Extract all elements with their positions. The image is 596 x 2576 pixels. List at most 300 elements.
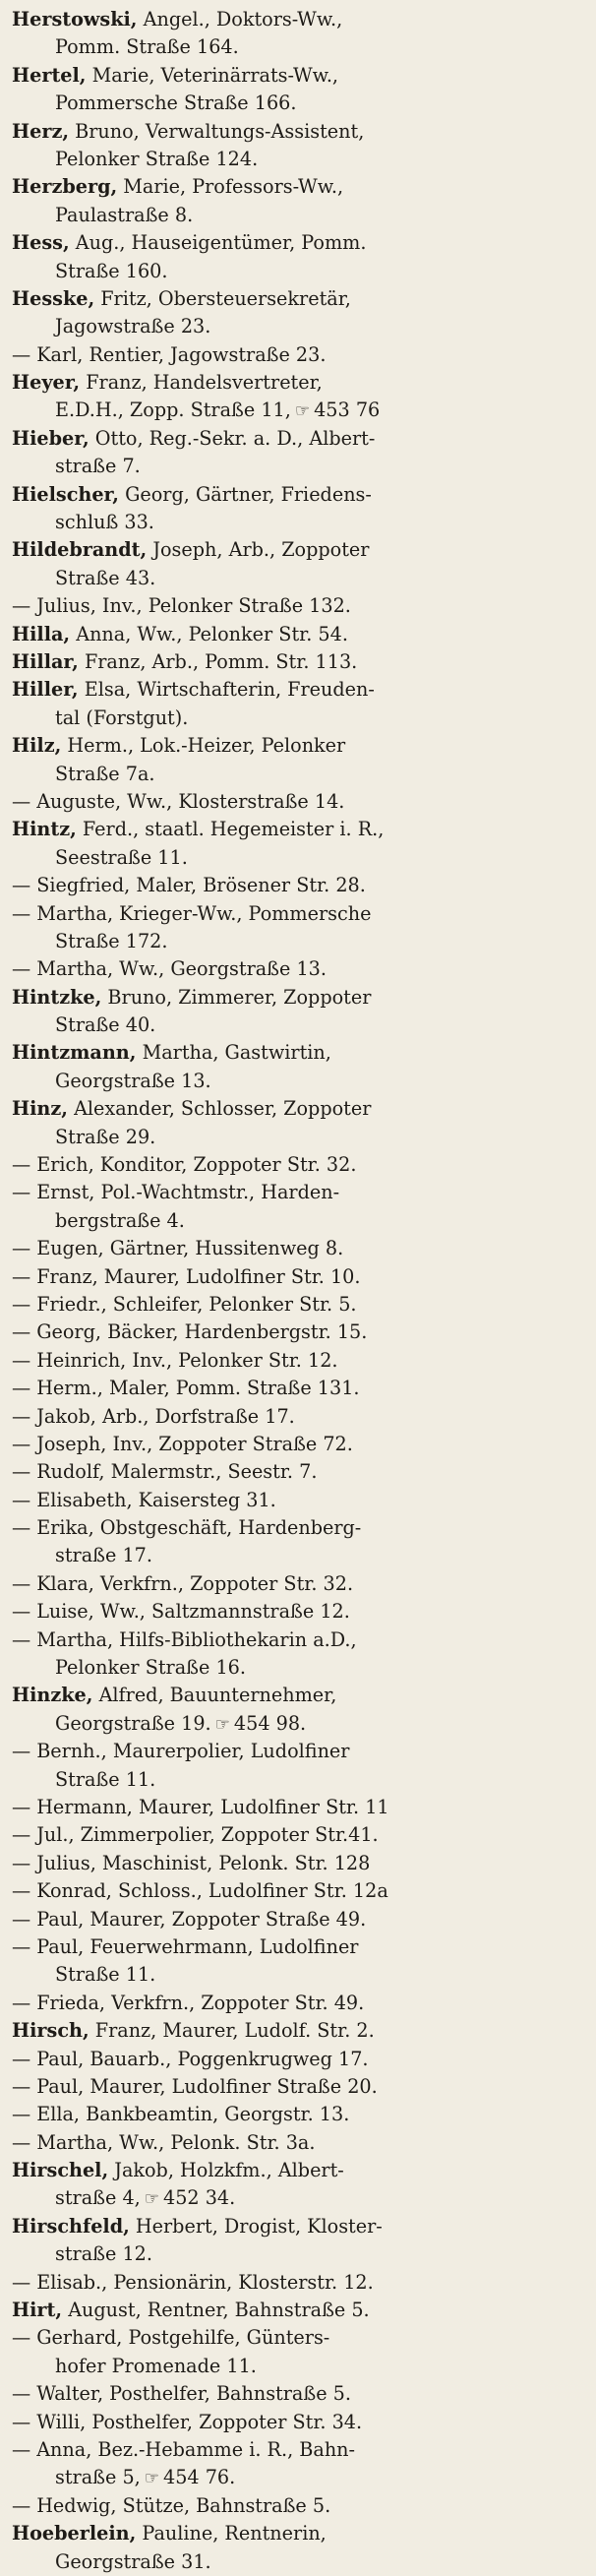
entry-text: E.D.H., Zopp. Straße 11,: [55, 399, 291, 422]
entry-text: Pelonker Straße 16.: [55, 1656, 246, 1680]
phone-hand-icon: ☞: [144, 2469, 159, 2489]
entry-text: Georg, Gärtner, Friedens-: [125, 482, 372, 506]
entry-text: schluß 33.: [55, 511, 154, 534]
directory-entry: [12, 1570, 584, 1598]
directory-entry: [12, 341, 584, 369]
directory-entry: [12, 1319, 584, 1346]
entry-text: Straße 29.: [55, 1125, 156, 1148]
entry-text: Franz, Arb., Pomm. Str. 113.: [84, 649, 358, 673]
directory-entry: [12, 118, 584, 174]
directory-entry: [12, 6, 584, 62]
entry-text: Straße 172.: [55, 929, 168, 952]
entry-surname: Hillar,: [12, 649, 79, 673]
entry-text: Anna, Bez.-Hebamme i. R., Bahn-: [36, 2437, 356, 2461]
entry-surname: Hildebrandt,: [12, 538, 148, 562]
entry-continuation-line: [12, 761, 584, 788]
entry-text: Ella, Bankbeamtin, Georgstr. 13.: [36, 2103, 350, 2126]
entry-text: Julius, Maschinist, Pelonk. Str. 128: [36, 1851, 371, 1874]
entry-first-line: [12, 1375, 584, 1402]
same-surname-dash: —: [12, 1823, 31, 1847]
directory-entry: [12, 1235, 584, 1262]
entry-text: Karl, Rentier, Jagowstraße 23.: [36, 342, 327, 366]
directory-entry: [12, 1821, 584, 1849]
directory-entry: [12, 1626, 584, 1683]
entry-text: Martha, Krieger-Ww., Pommersche: [36, 901, 372, 925]
entry-text: Georgstraße 19.: [55, 1711, 211, 1735]
phone-hand-icon: ☞: [144, 2189, 159, 2210]
entry-first-line: [12, 1039, 584, 1067]
directory-entry: [12, 1179, 584, 1235]
entry-first-line: [12, 1347, 584, 1375]
entry-surname: Heyer,: [12, 371, 81, 395]
entry-continuation-line: [12, 1012, 584, 1039]
phone-hand-icon: ☞: [214, 1714, 230, 1735]
directory-entry: [12, 732, 584, 788]
entry-text: Paul, Feuerwehrmann, Ludolfiner: [36, 1934, 359, 1958]
entry-text: Eugen, Gärtner, Hussitenweg 8.: [36, 1237, 344, 1260]
entry-text: Alfred, Bauunternehmer,: [98, 1684, 337, 1707]
entry-first-line: [12, 816, 584, 843]
directory-entry: [12, 1263, 584, 1291]
entry-phone-number: 452 34.: [163, 2186, 236, 2210]
entry-first-line: [12, 2297, 584, 2324]
entry-text: Herm., Maler, Pomm. Straße 131.: [36, 1377, 360, 1400]
directory-entry: [12, 816, 584, 872]
entry-continuation-line: [12, 1068, 584, 1095]
entry-first-line: [12, 369, 584, 397]
same-surname-dash: —: [12, 1907, 31, 1931]
entry-first-line: [12, 1682, 584, 1709]
directory-entry: [12, 1095, 584, 1151]
directory-entry: [12, 425, 584, 481]
directory-entry: [12, 2324, 584, 2380]
entry-continuation-line: [12, 397, 584, 424]
directory-entry: [12, 1458, 584, 1486]
entry-text: Bernh., Maurerpolier, Ludolfiner: [36, 1740, 350, 1763]
entry-continuation-line: [12, 928, 584, 955]
directory-entry: [12, 1877, 584, 1905]
directory-entry: [12, 1794, 584, 1821]
entry-text: Klara, Verkfrn., Zoppoter Str. 32.: [36, 1571, 354, 1595]
entry-continuation-line: [12, 2240, 584, 2268]
entry-first-line: [12, 1906, 584, 1933]
entry-phone-number: 454 98.: [233, 1711, 307, 1735]
entry-text: Herbert, Drogist, Kloster-: [135, 2214, 383, 2238]
entry-first-line: [12, 621, 584, 648]
entry-first-line: [12, 1095, 584, 1123]
same-surname-dash: —: [12, 1879, 31, 1903]
entry-text: Luise, Ww., Saltzmannstraße 12.: [36, 1600, 350, 1624]
entry-text: Martha, Hilfs-Bibliothekarin a.D.,: [36, 1627, 357, 1651]
entry-first-line: [12, 1933, 584, 1961]
directory-entry: [12, 1933, 584, 1990]
directory-entry: [12, 229, 584, 285]
entry-text: Willi, Posthelfer, Zoppoter Str. 34.: [36, 2410, 363, 2433]
entry-text: Alexander, Schlosser, Zoppoter: [74, 1097, 372, 1121]
same-surname-dash: —: [12, 1796, 31, 1818]
entry-text: Siegfried, Maler, Brösener Str. 28.: [36, 874, 366, 897]
entry-text: Erika, Obstgeschäft, Hardenberg-: [36, 1516, 362, 1540]
same-surname-dash: —: [12, 2047, 31, 2070]
entry-first-line: [12, 6, 584, 33]
entry-text: Paul, Maurer, Zoppoter Straße 49.: [36, 1907, 367, 1931]
same-surname-dash: —: [12, 2410, 31, 2433]
phone-hand-icon: ☞: [294, 401, 311, 422]
entry-text: Konrad, Schloss., Ludolfiner Str. 12a: [36, 1879, 388, 1903]
entry-first-line: [12, 732, 584, 760]
same-surname-dash: —: [12, 2382, 31, 2406]
entry-first-line: [12, 1263, 584, 1291]
entry-first-line: [12, 676, 584, 704]
entry-text: Straße 40.: [55, 1013, 156, 1037]
entry-text: Jakob, Holzkfm., Albert-: [114, 2159, 344, 2182]
entry-text: Otto, Reg.-Sekr. a. D., Albert-: [94, 426, 376, 450]
entry-text: Joseph, Inv., Zoppoter Straße 72.: [36, 1432, 353, 1455]
entry-first-line: [12, 173, 584, 201]
entry-text: Jakob, Arb., Dorfstraße 17.: [36, 1404, 295, 1428]
entry-text: Angel., Doktors-Ww.,: [143, 8, 343, 31]
entry-first-line: [12, 1821, 584, 1849]
entry-surname: Hirschfeld,: [12, 2214, 130, 2238]
entry-text: Elisabeth, Kaisersteg 31.: [36, 1488, 276, 1511]
entry-surname: Hintz,: [12, 818, 77, 841]
entry-first-line: [12, 2101, 584, 2128]
entry-first-line: [12, 2157, 584, 2184]
entry-text: Pauline, Rentnerin,: [142, 2522, 327, 2545]
same-surname-dash: —: [12, 1460, 31, 1484]
entry-first-line: [12, 1990, 584, 2017]
entry-first-line: [12, 1151, 584, 1179]
directory-entry: [12, 2101, 584, 2128]
entry-text: Franz, Maurer, Ludolfiner Str. 10.: [36, 1264, 361, 1288]
directory-entry: [12, 2157, 584, 2213]
entry-first-line: [12, 872, 584, 899]
entry-text: Straße 160.: [55, 259, 168, 282]
entry-continuation-line: [12, 2464, 584, 2491]
entry-first-line: [12, 2129, 584, 2157]
directory-entry: [12, 1375, 584, 1402]
entry-text: August, Rentner, Bahnstraße 5.: [68, 2299, 370, 2322]
same-surname-dash: —: [12, 957, 31, 981]
entry-text: Franz, Handelsvertreter,: [86, 371, 323, 395]
entry-first-line: [12, 900, 584, 928]
entry-text: Anna, Ww., Pelonker Str. 54.: [76, 622, 348, 645]
entry-first-line: [12, 2213, 584, 2240]
same-surname-dash: —: [12, 789, 31, 813]
entry-text: bergstraße 4.: [55, 1208, 185, 1232]
entry-first-line: [12, 1458, 584, 1486]
entry-first-line: [12, 592, 584, 620]
entry-first-line: [12, 1179, 584, 1206]
directory-entry: [12, 592, 584, 620]
entry-continuation-line: [12, 705, 584, 732]
entry-surname: Hirsch,: [12, 2019, 89, 2043]
directory-entry: [12, 872, 584, 899]
same-surname-dash: —: [12, 2437, 31, 2461]
entry-surname: Hiller,: [12, 678, 79, 702]
entry-text: Martha, Ww., Pelonk. Str. 3a.: [36, 2130, 316, 2154]
entry-surname: Hinzke,: [12, 1684, 93, 1707]
entry-first-line: [12, 2436, 584, 2464]
entry-first-line: [12, 1319, 584, 1346]
entry-first-line: [12, 62, 584, 90]
entry-text: Seestraße 11.: [55, 845, 188, 869]
entry-text: straße 4,: [55, 2186, 141, 2210]
entry-text: Bruno, Verwaltungs-Assistent,: [75, 119, 365, 143]
entry-surname: Hielscher,: [12, 482, 119, 506]
same-surname-dash: —: [12, 1934, 31, 1958]
entry-text: Joseph, Arb., Zoppoter: [152, 538, 370, 562]
entry-first-line: [12, 425, 584, 453]
entry-continuation-line: [12, 1961, 584, 1989]
entry-text: Martha, Ww., Georgstraße 13.: [36, 957, 327, 981]
same-surname-dash: —: [12, 1432, 31, 1455]
entry-first-line: [12, 2017, 584, 2045]
same-surname-dash: —: [12, 1181, 31, 1204]
same-surname-dash: —: [12, 1488, 31, 1511]
entry-text: Jul., Zimmerpolier, Zoppoter Str.41.: [36, 1823, 379, 1847]
directory-entry: [12, 2046, 584, 2073]
entry-first-line: [12, 1403, 584, 1431]
entry-continuation-line: [12, 90, 584, 117]
directory-entry: [12, 1598, 584, 1625]
entry-text: straße 12.: [55, 2242, 152, 2266]
entry-text: Georgstraße 13.: [55, 1069, 211, 1092]
entry-text: Erich, Konditor, Zoppoter Str. 32.: [36, 1153, 357, 1177]
same-surname-dash: —: [12, 1320, 31, 1344]
entry-text: Georg, Bäcker, Hardenbergstr. 15.: [36, 1320, 368, 1344]
directory-entry: [12, 1403, 584, 1431]
directory-entry: [12, 2409, 584, 2436]
entry-first-line: [12, 2269, 584, 2297]
entry-text: Heinrich, Inv., Pelonker Str. 12.: [36, 1348, 338, 1372]
entry-first-line: [12, 1570, 584, 1598]
same-surname-dash: —: [12, 1851, 31, 1874]
directory-entry: [12, 1291, 584, 1319]
same-surname-dash: —: [12, 2103, 31, 2126]
directory-entry: [12, 648, 584, 676]
entry-text: Marie, Veterinärrats-Ww.,: [91, 63, 339, 87]
entry-surname: Hess,: [12, 231, 70, 255]
entry-text: Paulastraße 8.: [55, 203, 194, 226]
entry-first-line: [12, 788, 584, 816]
entry-first-line: [12, 984, 584, 1012]
same-surname-dash: —: [12, 594, 31, 618]
same-surname-dash: —: [12, 874, 31, 897]
entry-first-line: [12, 2046, 584, 2073]
entry-first-line: [12, 536, 584, 564]
entry-first-line: [12, 2380, 584, 2408]
entry-text: Paul, Bauarb., Poggenkrugweg 17.: [36, 2047, 369, 2070]
entry-text: Auguste, Ww., Klosterstraße 14.: [36, 789, 345, 813]
directory-entry: [12, 955, 584, 983]
entry-text: straße 5,: [55, 2466, 141, 2489]
entry-text: Herm., Lok.-Heizer, Pelonker: [67, 734, 346, 758]
directory-entry: [12, 1682, 584, 1738]
entry-text: straße 17.: [55, 1544, 152, 1567]
directory-entry: [12, 1431, 584, 1458]
entry-continuation-line: [12, 453, 584, 480]
entry-text: Hermann, Maurer, Ludolfiner Str. 11: [36, 1796, 389, 1818]
entry-text: Gerhard, Postgehilfe, Günters-: [36, 2326, 330, 2350]
same-surname-dash: —: [12, 1404, 31, 1428]
entry-continuation-line: [12, 2353, 584, 2380]
entry-first-line: [12, 1514, 584, 1542]
directory-entry: [12, 2129, 584, 2157]
entry-first-line: [12, 1598, 584, 1625]
entry-text: Georgstraße 31.: [55, 2549, 211, 2573]
directory-entry: [12, 1738, 584, 1794]
directory-entry: [12, 2492, 584, 2520]
entry-surname: Herz,: [12, 119, 70, 143]
directory-entry: [12, 285, 584, 341]
entry-surname: Hintzmann,: [12, 1041, 137, 1065]
entry-surname: Hilz,: [12, 734, 62, 758]
entry-first-line: [12, 955, 584, 983]
entry-text: Pelonker Straße 124.: [55, 147, 259, 170]
entry-first-line: [12, 2324, 584, 2352]
entry-first-line: [12, 1291, 584, 1319]
entry-text: Straße 43.: [55, 566, 156, 589]
same-surname-dash: —: [12, 1292, 31, 1316]
entry-first-line: [12, 2520, 584, 2547]
directory-entry: [12, 2213, 584, 2269]
same-surname-dash: —: [12, 2130, 31, 2154]
entry-text: Pommersche Straße 166.: [55, 92, 297, 115]
entry-text: Friedr., Schleifer, Pelonker Str. 5.: [36, 1292, 357, 1316]
entry-phone-number: 454 76.: [163, 2466, 236, 2489]
entry-continuation-line: [12, 2184, 584, 2212]
directory-entry: [12, 900, 584, 956]
same-surname-dash: —: [12, 1627, 31, 1651]
entry-text: Julius, Inv., Pelonker Straße 132.: [36, 594, 351, 618]
entry-first-line: [12, 229, 584, 257]
entry-text: straße 7.: [55, 455, 141, 478]
directory-entry: [12, 1039, 584, 1095]
entry-surname: Hieber,: [12, 426, 89, 450]
directory-entry: [12, 676, 584, 732]
same-surname-dash: —: [12, 342, 31, 366]
entry-first-line: [12, 648, 584, 676]
directory-entry: [12, 1514, 584, 1570]
entry-first-line: [12, 1626, 584, 1654]
entry-text: Elisab., Pensionärin, Klosterstr. 12.: [36, 2270, 374, 2294]
entry-surname: Hintzke,: [12, 985, 102, 1009]
entry-text: Straße 7a.: [55, 762, 155, 785]
entry-surname: Hoeberlein,: [12, 2522, 137, 2545]
directory-entry: [12, 536, 584, 592]
same-surname-dash: —: [12, 1264, 31, 1288]
entry-text: Elsa, Wirtschafterin, Freuden-: [84, 678, 375, 702]
entry-text: Pomm. Straße 164.: [55, 35, 239, 59]
entry-surname: Hertel,: [12, 63, 87, 87]
entry-text: Aug., Hauseigentümer, Pomm.: [75, 231, 367, 255]
directory-entry: [12, 1990, 584, 2017]
directory-entry: [12, 1151, 584, 1179]
same-surname-dash: —: [12, 1571, 31, 1595]
entry-first-line: [12, 1877, 584, 1905]
entry-surname: Hirschel,: [12, 2159, 109, 2182]
entry-continuation-line: [12, 33, 584, 61]
entry-first-line: [12, 1487, 584, 1514]
directory-entry: [12, 2380, 584, 2408]
entry-text: Straße 11.: [55, 1963, 156, 1987]
directory-entry: [12, 2520, 584, 2576]
entry-text: Ernst, Pol.-Wachtmstr., Harden-: [36, 1181, 340, 1204]
entry-first-line: [12, 1235, 584, 1262]
directory-entry: [12, 2436, 584, 2492]
entry-surname: Hilla,: [12, 622, 71, 645]
directory-entry: [12, 2073, 584, 2101]
entry-continuation-line: [12, 1710, 584, 1738]
entry-first-line: [12, 341, 584, 369]
same-surname-dash: —: [12, 1348, 31, 1372]
entry-first-line: [12, 1738, 584, 1765]
same-surname-dash: —: [12, 901, 31, 925]
directory-entry: [12, 2017, 584, 2045]
same-surname-dash: —: [12, 2074, 31, 2098]
entry-text: Ferd., staatl. Hegemeister i. R.,: [82, 818, 385, 841]
entry-continuation-line: [12, 1542, 584, 1569]
entry-continuation-line: [12, 565, 584, 592]
entry-first-line: [12, 118, 584, 146]
directory-entry: [12, 788, 584, 816]
same-surname-dash: —: [12, 1516, 31, 1540]
entry-first-line: [12, 481, 584, 509]
entry-text: Frieda, Verkfrn., Zoppoter Str. 49.: [36, 1991, 365, 2014]
entry-text: hofer Promenade 11.: [55, 2354, 257, 2377]
same-surname-dash: —: [12, 1600, 31, 1624]
entry-text: Walter, Posthelfer, Bahnstraße 5.: [36, 2382, 351, 2406]
entry-continuation-line: [12, 313, 584, 340]
entry-text: Fritz, Obersteuersekretär,: [100, 286, 351, 310]
directory-entry: [12, 369, 584, 425]
entry-first-line: [12, 1794, 584, 1821]
same-surname-dash: —: [12, 1991, 31, 2014]
same-surname-dash: —: [12, 2270, 31, 2294]
entry-first-line: [12, 2073, 584, 2101]
entry-continuation-line: [12, 1654, 584, 1682]
same-surname-dash: —: [12, 1377, 31, 1400]
entry-first-line: [12, 2492, 584, 2520]
entry-first-line: [12, 1431, 584, 1458]
entry-text: tal (Forstgut).: [55, 705, 189, 729]
entry-text: Paul, Maurer, Ludolfiner Straße 20.: [36, 2074, 378, 2098]
entry-first-line: [12, 1850, 584, 1877]
entry-continuation-line: [12, 258, 584, 285]
entry-continuation-line: [12, 844, 584, 872]
directory-entry: [12, 1487, 584, 1514]
entry-surname: Hesske,: [12, 286, 95, 310]
entry-first-line: [12, 2409, 584, 2436]
entry-surname: Hirt,: [12, 2299, 63, 2322]
entry-text: Bruno, Zimmerer, Zoppoter: [107, 985, 372, 1009]
entry-phone-number: 453 76: [314, 399, 381, 422]
same-surname-dash: —: [12, 2326, 31, 2350]
entry-surname: Herstowski,: [12, 8, 138, 31]
entry-continuation-line: [12, 509, 584, 536]
directory-entry: [12, 984, 584, 1040]
same-surname-dash: —: [12, 1237, 31, 1260]
entry-continuation-line: [12, 202, 584, 229]
entry-first-line: [12, 285, 584, 313]
directory-entry: [12, 621, 584, 648]
entry-text: Hedwig, Stütze, Bahnstraße 5.: [36, 2493, 331, 2517]
entry-text: Martha, Gastwirtin,: [142, 1041, 331, 1065]
directory-entry: [12, 2297, 584, 2324]
entry-text: Rudolf, Malermstr., Seestr. 7.: [36, 1460, 318, 1484]
entry-text: Franz, Maurer, Ludolf. Str. 2.: [94, 2019, 375, 2043]
